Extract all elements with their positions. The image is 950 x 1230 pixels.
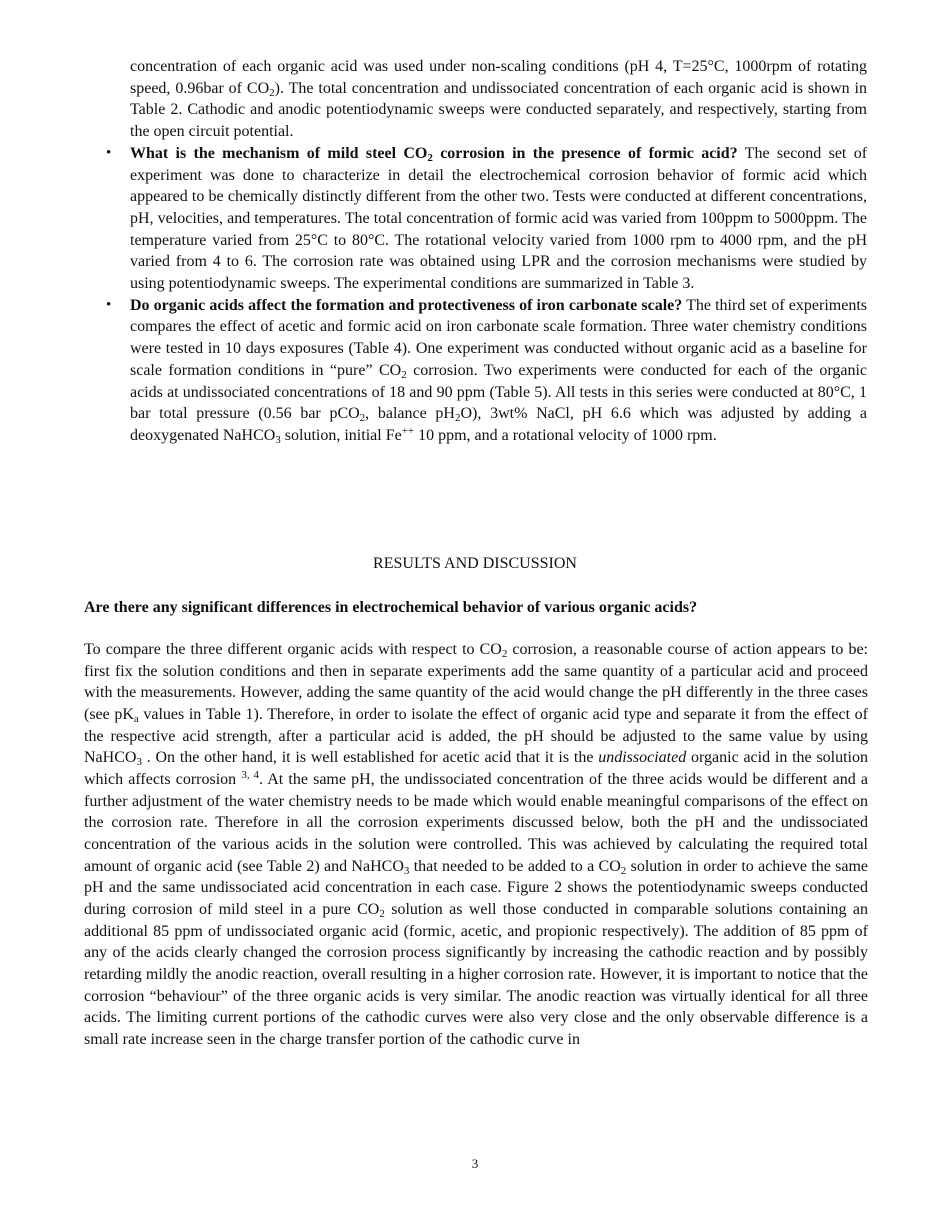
bullet-question: Do organic acids affect the formation and protectiveness of iron carbonate scale? — [130, 296, 683, 314]
para-text: solution as well those conducted in comparable solutions containing an additional 85 ppm of undissociated organic acid (formic, acetic, and propionic respectively). The addition of 85 ppm of any of the acids clearly changed the corrosion process significantly by increasing the cathodic reaction and by possibly retarding mildly the anodic reaction, overall resulting in a higher corrosion rate. However, it is important to notice that the corrosion “behaviour” of the three organic acids is very similar. The anodic reaction was virtually identical for all three acids. The limiting current portions of the cathodic curves were also very close and the only observable difference is a small rate increase seen in the charge transfer portion of the cathodic curve in — [84, 900, 868, 1048]
subscript: 3 — [136, 756, 142, 769]
bullet-text: 10 ppm, and a rotational velocity of 1000 rpm. — [414, 426, 717, 444]
para-text: corrosion, a reasonable course of action appears to be: first fix the solution conditions and then in separate experiments add the same quantity of a particular acid and proceed with the measurements. However, adding the same quantity of the acid would change the pH differently in the three cases (see pK — [84, 641, 869, 723]
question-text: corrosion in the presence of formic acid? — [432, 144, 738, 162]
subscript: 2 — [454, 412, 461, 425]
subscript: 2 — [379, 907, 385, 920]
subscript: 2 — [620, 864, 627, 877]
bullet-item-continuation — [130, 56, 867, 143]
bullet-text: ). The total concentration and undissociated concentration of each organic acid is shown in Table 2. Cathodic and anodic potentiodynamic sweeps were conducted separately, and respectively, starting from the open circuit potential. — [130, 79, 867, 141]
subscript: 2 — [269, 86, 275, 99]
bullet-text: concentration of each organic acid was used under non-scaling conditions (pH 4, T=25°C, 1000rpm of rotating speed, 0.96bar of CO — [130, 58, 867, 97]
para-text: . At the same pH, the undissociated concentration of the three acids would be different and a further adjustment of the water chemistry needs to be made which would enable meaningful comparisons of the effect on the corrosion rate. Therefore in all the corrosion experiments discussed below, both the pH and the undissociated concentration of the various acids in the solution were controlled. This was achieved by calculating the required total amount of organic acid (see Table 2) and NaHCO — [84, 770, 869, 875]
para-text: that needed to be added to a CO — [409, 857, 621, 875]
para-text: organic acid in the solution which affects corrosion — [84, 749, 868, 788]
question-text: What is the mechanism of mild steel CO — [130, 144, 428, 162]
bullet-item-iron-carbonate — [106, 295, 868, 447]
subscript: a — [133, 712, 139, 725]
para-text: solution in order to achieve the same pH and the same undissociated acid concentration in each case. Figure 2 shows the potentiodynamic sweeps conducted during corrosion of mild steel in a pure CO — [84, 857, 869, 918]
bullet-text: , balance pH — [365, 405, 455, 423]
bullet-text: O), 3wt% NaCl, pH 6.6 which was adjusted by adding a deoxygenated NaHCO — [130, 405, 867, 444]
bullet-marker: • — [106, 144, 112, 161]
section-heading: RESULTS AND DISCUSSION — [373, 555, 577, 572]
subsection-heading: Are there any significant differences in electrochemical behavior of various organic acids? — [84, 599, 698, 616]
subscript: 3 — [403, 864, 410, 877]
page-number: 3 — [471, 1156, 479, 1171]
subscript: 3 — [275, 433, 281, 446]
subscript: 2 — [359, 412, 366, 425]
bullet-text: The third set of experiments compares the effect of acetic and formic acid on iron carbonate scale formation. Three water chemistry conditions were tested in 10 days exposures (Table 4). One experiment was conducted without organic acid as a baseline for scale formation conditions in “pure” CO — [130, 296, 867, 379]
superscript: ++ — [401, 424, 415, 437]
emphasis-text: undissociated — [598, 749, 687, 767]
subscript: 2 — [401, 368, 407, 381]
citation-superscript: 3, 4 — [241, 768, 259, 781]
methods-bullet-list — [106, 56, 868, 447]
bullet-item-formic-mechanism — [106, 143, 868, 295]
para-text: values in Table 1). Therefore, in order to isolate the effect of organic acid type and separate it from the effect of the respective acid strength, after a particular acid is added, the pH should be adjusted to the same value by using NaHCO — [84, 705, 869, 767]
subscript: 2 — [427, 151, 433, 164]
subscript: 2 — [501, 648, 508, 660]
bullet-marker: • — [106, 296, 112, 313]
bullet-text: The second set of experiment was done to characterize in detail the electrochemical corrosion behavior of formic acid which appeared to be chemically distinctly different from the other two. Tests were conducted at different concentrations, pH, velocities, and temperatures. The total concentration of formic acid was varied from 100ppm to 5000ppm. The temperature varied from 25°C to 80°C. The rotational velocity varied from 1000 rpm to 4000 rpm, and the pH varied from 4 to 6. The corrosion rate was obtained using LPR and the corrosion mechanisms were studied by using potentiodynamic sweeps. The experimental conditions are summarized in Table 3. — [130, 144, 868, 293]
para-text: . On the other hand, it is well established for acetic acid that it is the — [141, 749, 599, 767]
bullet-text: corrosion. Two experiments were conducted for each of the organic acids at undissociated concentrations of 18 and 90 ppm (Table 5). All tests in this series were conducted at 80°C, 1 bar total pressure (0.56 bar pCO — [130, 361, 868, 423]
bullet-text: solution, initial Fe — [280, 426, 402, 444]
body-paragraph — [84, 639, 868, 1050]
para-text: To compare the three different organic acids with respect to CO — [84, 641, 502, 658]
bullet-question — [130, 145, 738, 162]
